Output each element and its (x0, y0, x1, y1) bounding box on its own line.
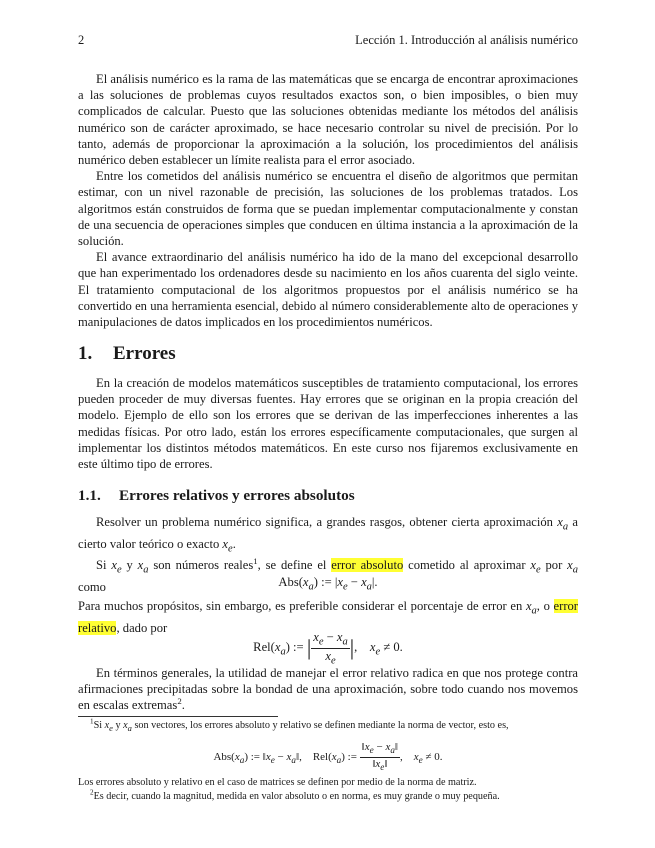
section-heading (78, 343, 176, 365)
section-title: Errores (113, 343, 176, 364)
highlight-error-absoluto: error absoluto (331, 558, 404, 573)
subsection-paragraph-2: Si $x_e$ y $x_a$ son números reales$^1$, se define el error absoluto cometido al aproximar $x_e$ por $x_a$ como (78, 556, 578, 595)
subsection-text-3 (78, 665, 578, 714)
section-text (78, 375, 578, 472)
subsection-number: 1.1. (78, 487, 101, 504)
footnote-rule (78, 716, 278, 717)
subsection-heading (78, 487, 355, 505)
section-number: 1. (78, 343, 93, 364)
subsection-title: Errores relativos y errores absolutos (119, 487, 355, 504)
footnote-1-equation: $Abs(x_a)$ := $‖x_e$ − $x_a‖$, $Rel(x_a)$ := $\frac{‖x_e - x_a‖}{‖x_e‖}$ , $x_e \ne 0$. (213, 741, 443, 773)
footnote-2: $^2$Es decir, cuando la magnitud, medida en valor absoluto o en norma, es muy grande o muy pequeña. (90, 788, 500, 802)
intro-paragraph-3: El avance extraordinario del análisis numérico ha ido de la mano del excepcional desarrollo que han experimentado los ordenadores desde su nacimiento en los años cuarenta del siglo veinte. El tratamiento computacional de los algoritmos propuestos por el análisis numérico se ha convertido en una herramienta esencial, debido al número considerablemente alto de operaciones y manipulaciones de datos implicados en los procedimientos numéricos. (78, 250, 578, 330)
subsection-paragraph-3: Para muchos propósitos, sin embargo, es preferible considerar el porcentaje de error en $x_a$, o error relativo, dado por (78, 599, 578, 635)
intro-text (78, 71, 578, 330)
intro-paragraph-1: El análisis numérico es la rama de las matemáticas que se encarga de encontrar aproximaciones a las soluciones de problemas cuyos resultados exactos son, o bien imposibles, o bien muy complicados de calcular. Puesto que las soluciones obtenidas mediante los métodos del análisis numérico son de carácter aproximado, se hace necesario controlar su nivel de precisión. Por lo tanto, además de proporcionar la aproximación a la solución, los procedimientos del análisis numérico deben establecer un límite realista para el error asociado. (78, 72, 578, 168)
page-number: 2 (78, 33, 85, 47)
footnote-1: $^1$Si $x_e$ y $x_a$ son vectores, los errores absoluto y relativo se definen mediante la norma de vector, esto es, (90, 717, 509, 734)
footnote-mark-1: 1 (253, 556, 258, 567)
equation-absolute-error: $Abs(x_a)$ := $|x_e - x_a|$. (278, 575, 378, 593)
intro-paragraph-2: Entre los cometidos del análisis numérico se encuentra el diseño de algoritmos que permitan estimar, con un nivel razonable de precisión, las soluciones de los problemas tratados. Los algoritmos están construidos de forma que se puedan implementar computacionalmente y constan de una secuencia de operaciones simples que conducen en última instancia a la aproximación de la solución. (78, 169, 578, 249)
running-title: Lección 1. Introducción al análisis numérico (355, 33, 578, 47)
footnote-1-continuation: Los errores absoluto y relativo en el caso de matrices se definen por medio de la norma de matriz. (78, 777, 477, 788)
subsection-paragraph-4: En términos generales, la utilidad de manejar el error relativo radica en que nos protege contra afirmaciones precipitadas sobre la bondad de una aproximación, sobre todo cuando nos movemos en escalas extremas$^2$. (78, 666, 578, 713)
equation-relative-error: $Rel(x_a)$ := | $\frac{x_e - x_a}{x_e}$ |, $x_e \ne 0$. (253, 630, 403, 667)
subsection-paragraph-1: Resolver un problema numérico significa, a grandes rasgos, obtener cierta aproximación $x_a$ a cierto valor teórico o exacto $x_e$. (78, 515, 578, 555)
section-paragraph-1: En la creación de modelos matemáticos susceptibles de tratamiento computacional, los errores pueden proceder de muy diversas fuentes. Hay errores que se originan en la propia creación del modelo. Ejemplo de ello son los errores que se derivan de las imperfecciones inherentes a las medidas físicas. Por otro lado, están los errores específicamente computacionales, que surgen al implementar los distintos métodos matemáticos. En este curso nos fijaremos exclusivamente en este último tipo de errores. (78, 376, 578, 472)
highlight-error-relativo: error relativo (78, 599, 578, 635)
footnote-mark-2: 2 (177, 696, 182, 707)
